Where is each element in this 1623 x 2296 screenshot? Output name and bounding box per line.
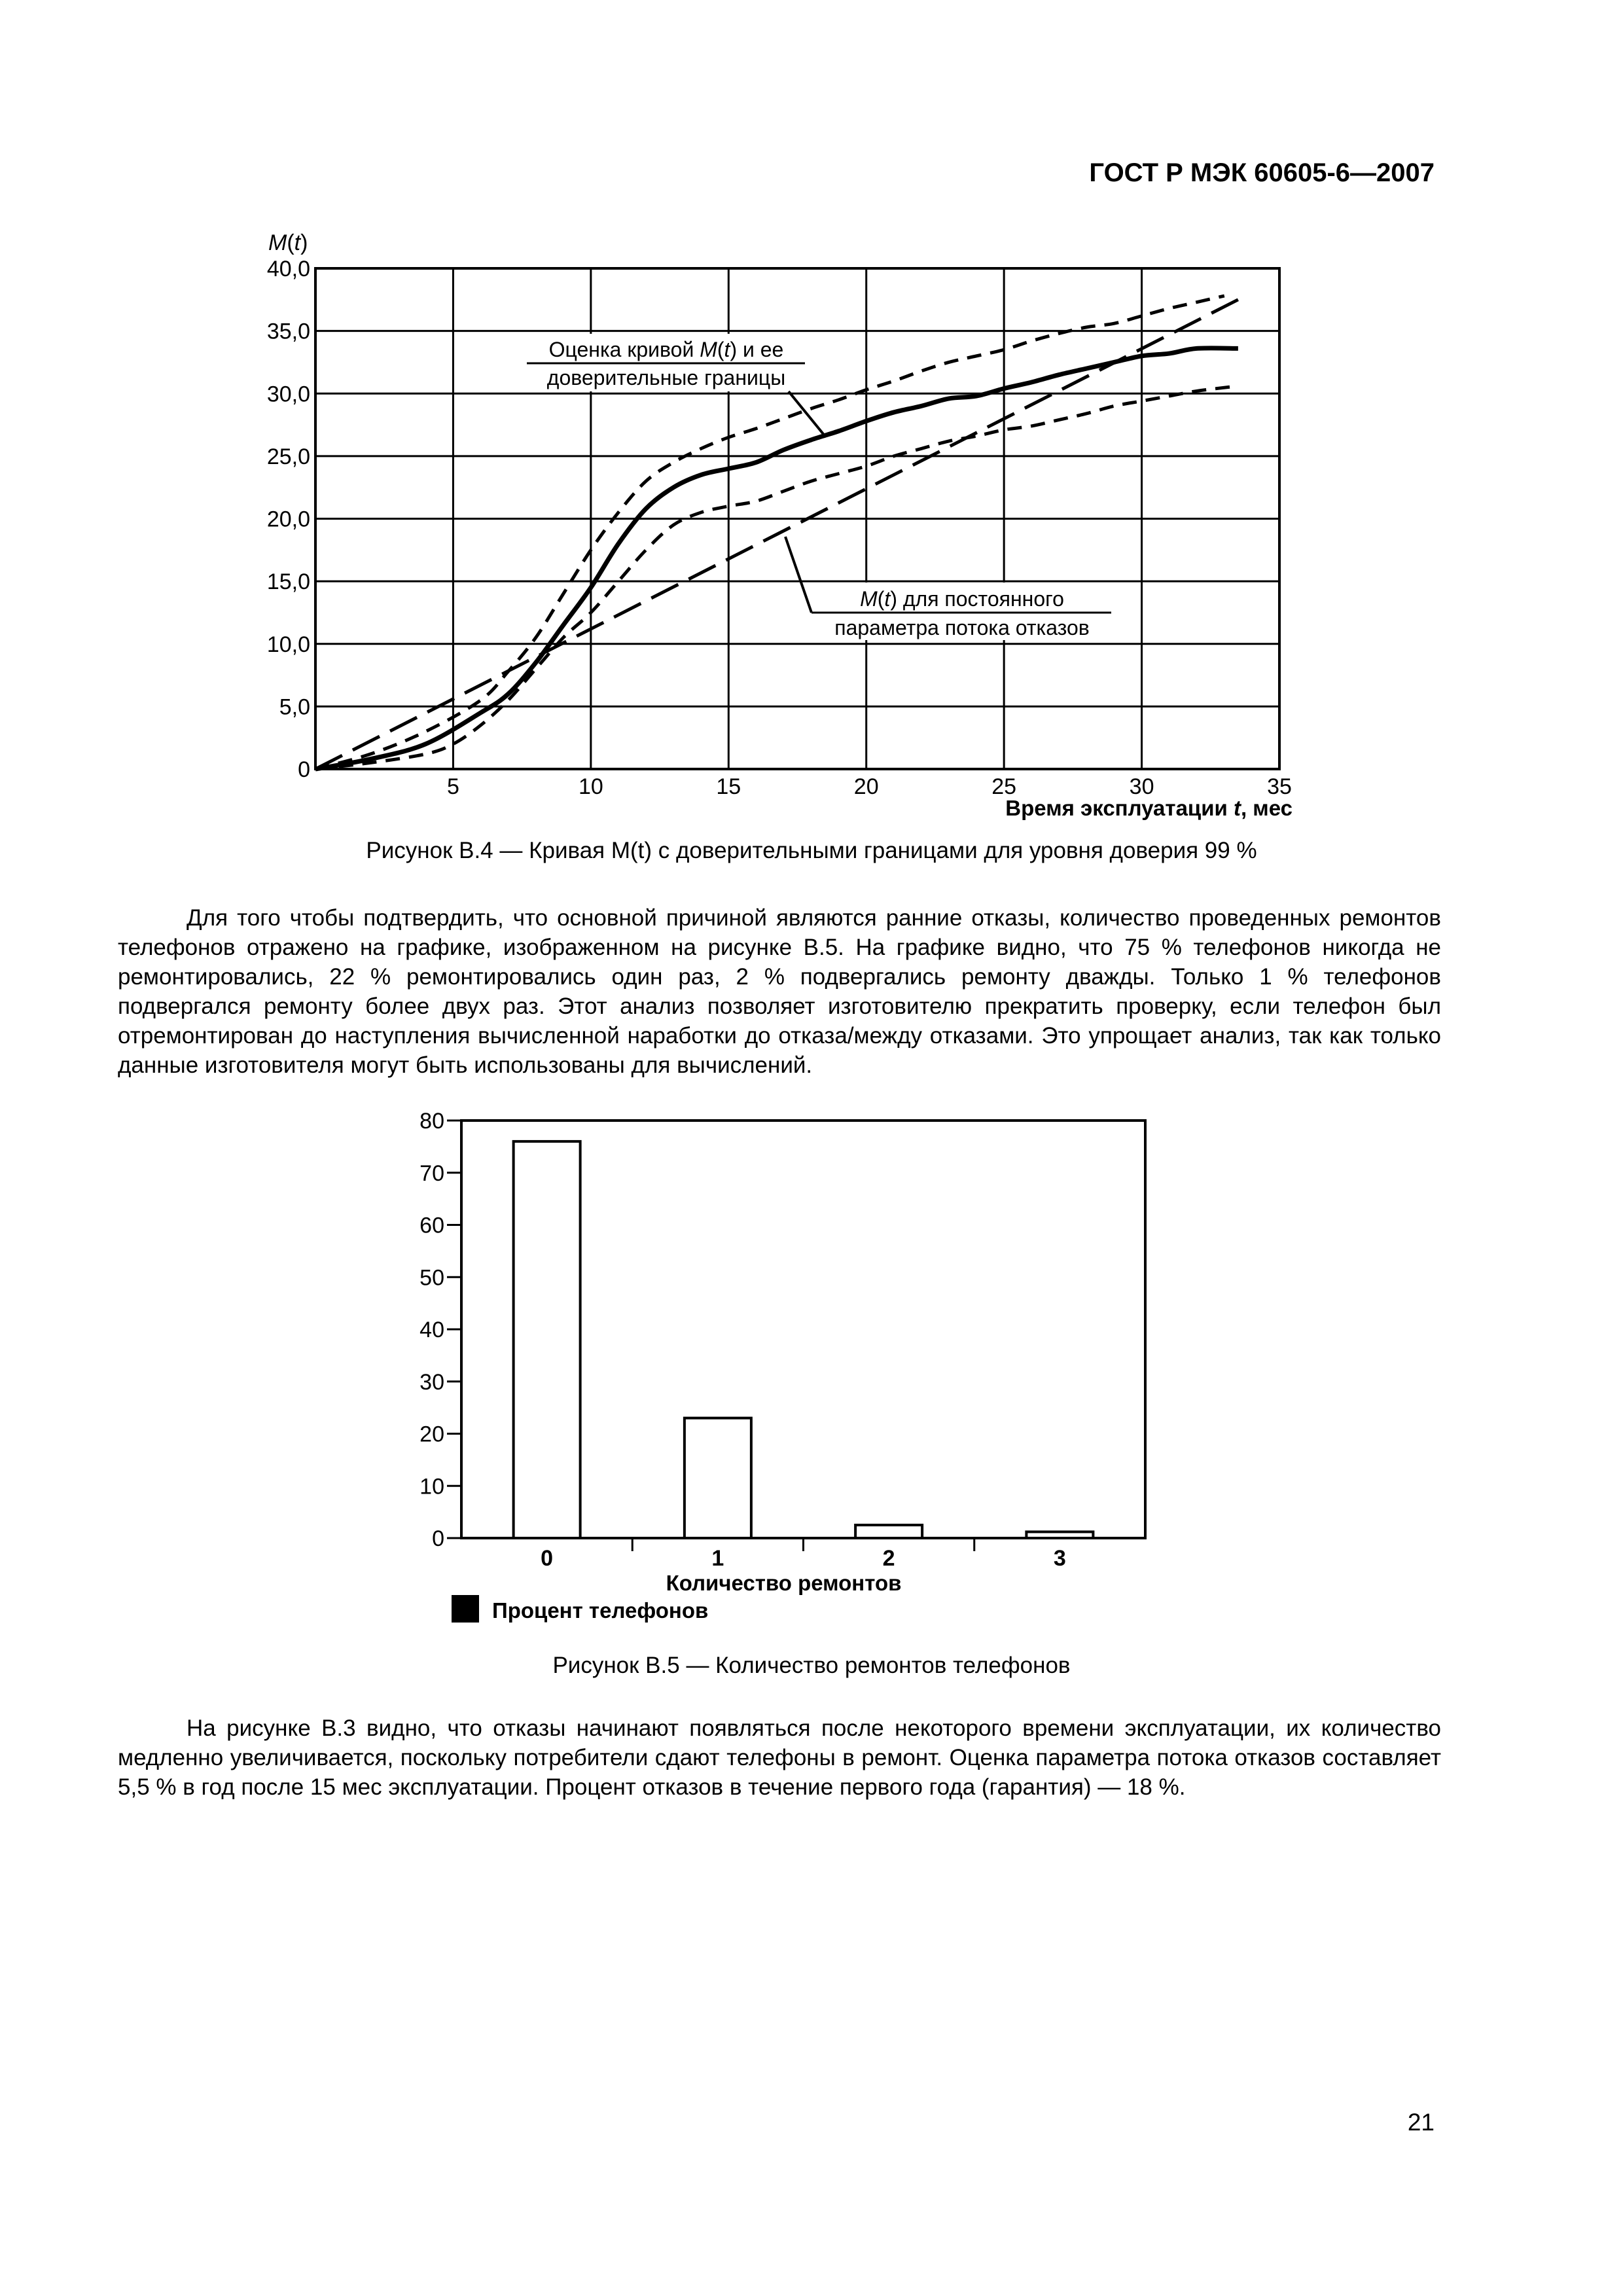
- annotation-constant-line2: параметра потока отказов: [834, 616, 1090, 639]
- x-tick-label: 5: [446, 774, 459, 799]
- annotation-estimate-line2: доверительные границы: [546, 366, 786, 389]
- annotation-estimate-line1: Оценка кривой M(t) и ее: [548, 338, 784, 361]
- document-standard-header: ГОСТ Р МЭК 60605-6—2007: [1089, 158, 1435, 187]
- y-tick-label: 5,0: [279, 694, 310, 720]
- figure-b5-caption: Рисунок В.5 — Количество ремонтов телефонов: [552, 1653, 1071, 1678]
- y-tick-label: 15,0: [266, 569, 310, 595]
- y-tick-label: 20,0: [266, 507, 310, 532]
- y-tick-label: 50: [419, 1265, 444, 1291]
- bar-3: [1026, 1532, 1093, 1538]
- y-tick-label: 35,0: [266, 319, 310, 344]
- y-tick-label: 0: [432, 1526, 444, 1551]
- y-tick-label: 25,0: [266, 444, 310, 469]
- figure-b4-caption: Рисунок В.4 — Кривая M(t) с доверительными границами для уровня доверия 99 %: [366, 838, 1257, 863]
- annotation-constant-line1: M(t) для постоянного: [860, 587, 1064, 611]
- y-tick-label: 40: [419, 1318, 444, 1342]
- y-tick-label: 40,0: [266, 257, 310, 281]
- x-tick-label: 25: [991, 774, 1017, 799]
- y-tick-label: 20: [419, 1422, 444, 1447]
- y-tick-label: 80: [419, 1109, 444, 1134]
- paragraph-2: На рисунке В.3 видно, что отказы начинают появляться после некоторого времени эксплуатации, их количество медленно увеличивается, поскольку потребители сдают телефоны в ремонт. Оценка параметра потока отказов составляет 5,5 % в год после 15 мес эксплуатации. Процент отказов в течение первого года (гарантия) — 18 %.: [118, 1715, 1441, 1800]
- paragraph-1: Для того чтобы подтвердить, что основной причиной являются ранние отказы, количество проведенных ремонтов телефонов отражено на графике, изображенном на рисунке В.5. На графике видно, что 75 % телефонов никогда не ремонтировались, 22 % ремонтировались один раз, 2 % подвергались ремонту дважды. Только 1 % телефонов подвергался ремонту более двух раз. Этот анализ позволяет изготовителю прекратить проверку, если телефон был отремонтирован до наступления вычисленной наработки до отказа/между отказами. Это упрощает анализ, так как только данные изготовителя могут быть использованы для вычислений.: [118, 905, 1441, 1078]
- x-tick-label: 3: [1053, 1546, 1066, 1571]
- x-axis-label: Количество ремонтов: [666, 1571, 902, 1595]
- legend-label: Процент телефонов: [492, 1598, 709, 1623]
- y-tick-label: 10,0: [266, 632, 310, 657]
- bar-1: [685, 1418, 751, 1538]
- page-number: 21: [1407, 2109, 1435, 2136]
- x-tick-label: 1: [711, 1546, 724, 1571]
- bar-2: [855, 1525, 922, 1538]
- x-tick-label: 0: [541, 1546, 554, 1571]
- y-tick-label: 0: [298, 757, 310, 782]
- x-tick-label: 2: [882, 1546, 895, 1571]
- x-axis-label: Время эксплуатации t, мес: [1005, 796, 1293, 820]
- x-tick-label: 15: [716, 774, 741, 799]
- x-tick-label: 20: [853, 774, 879, 799]
- y-axis-label: M(t): [268, 230, 308, 255]
- y-tick-label: 60: [419, 1213, 444, 1238]
- x-tick-label: 30: [1129, 774, 1154, 799]
- y-tick-label: 70: [419, 1160, 444, 1186]
- legend-swatch: [452, 1595, 479, 1623]
- bar-0: [514, 1141, 580, 1538]
- y-tick-label: 30: [419, 1369, 444, 1395]
- x-tick-label: 10: [578, 774, 603, 799]
- y-tick-label: 10: [419, 1474, 444, 1499]
- x-tick-label: 35: [1267, 774, 1292, 799]
- y-tick-label: 30,0: [266, 382, 310, 407]
